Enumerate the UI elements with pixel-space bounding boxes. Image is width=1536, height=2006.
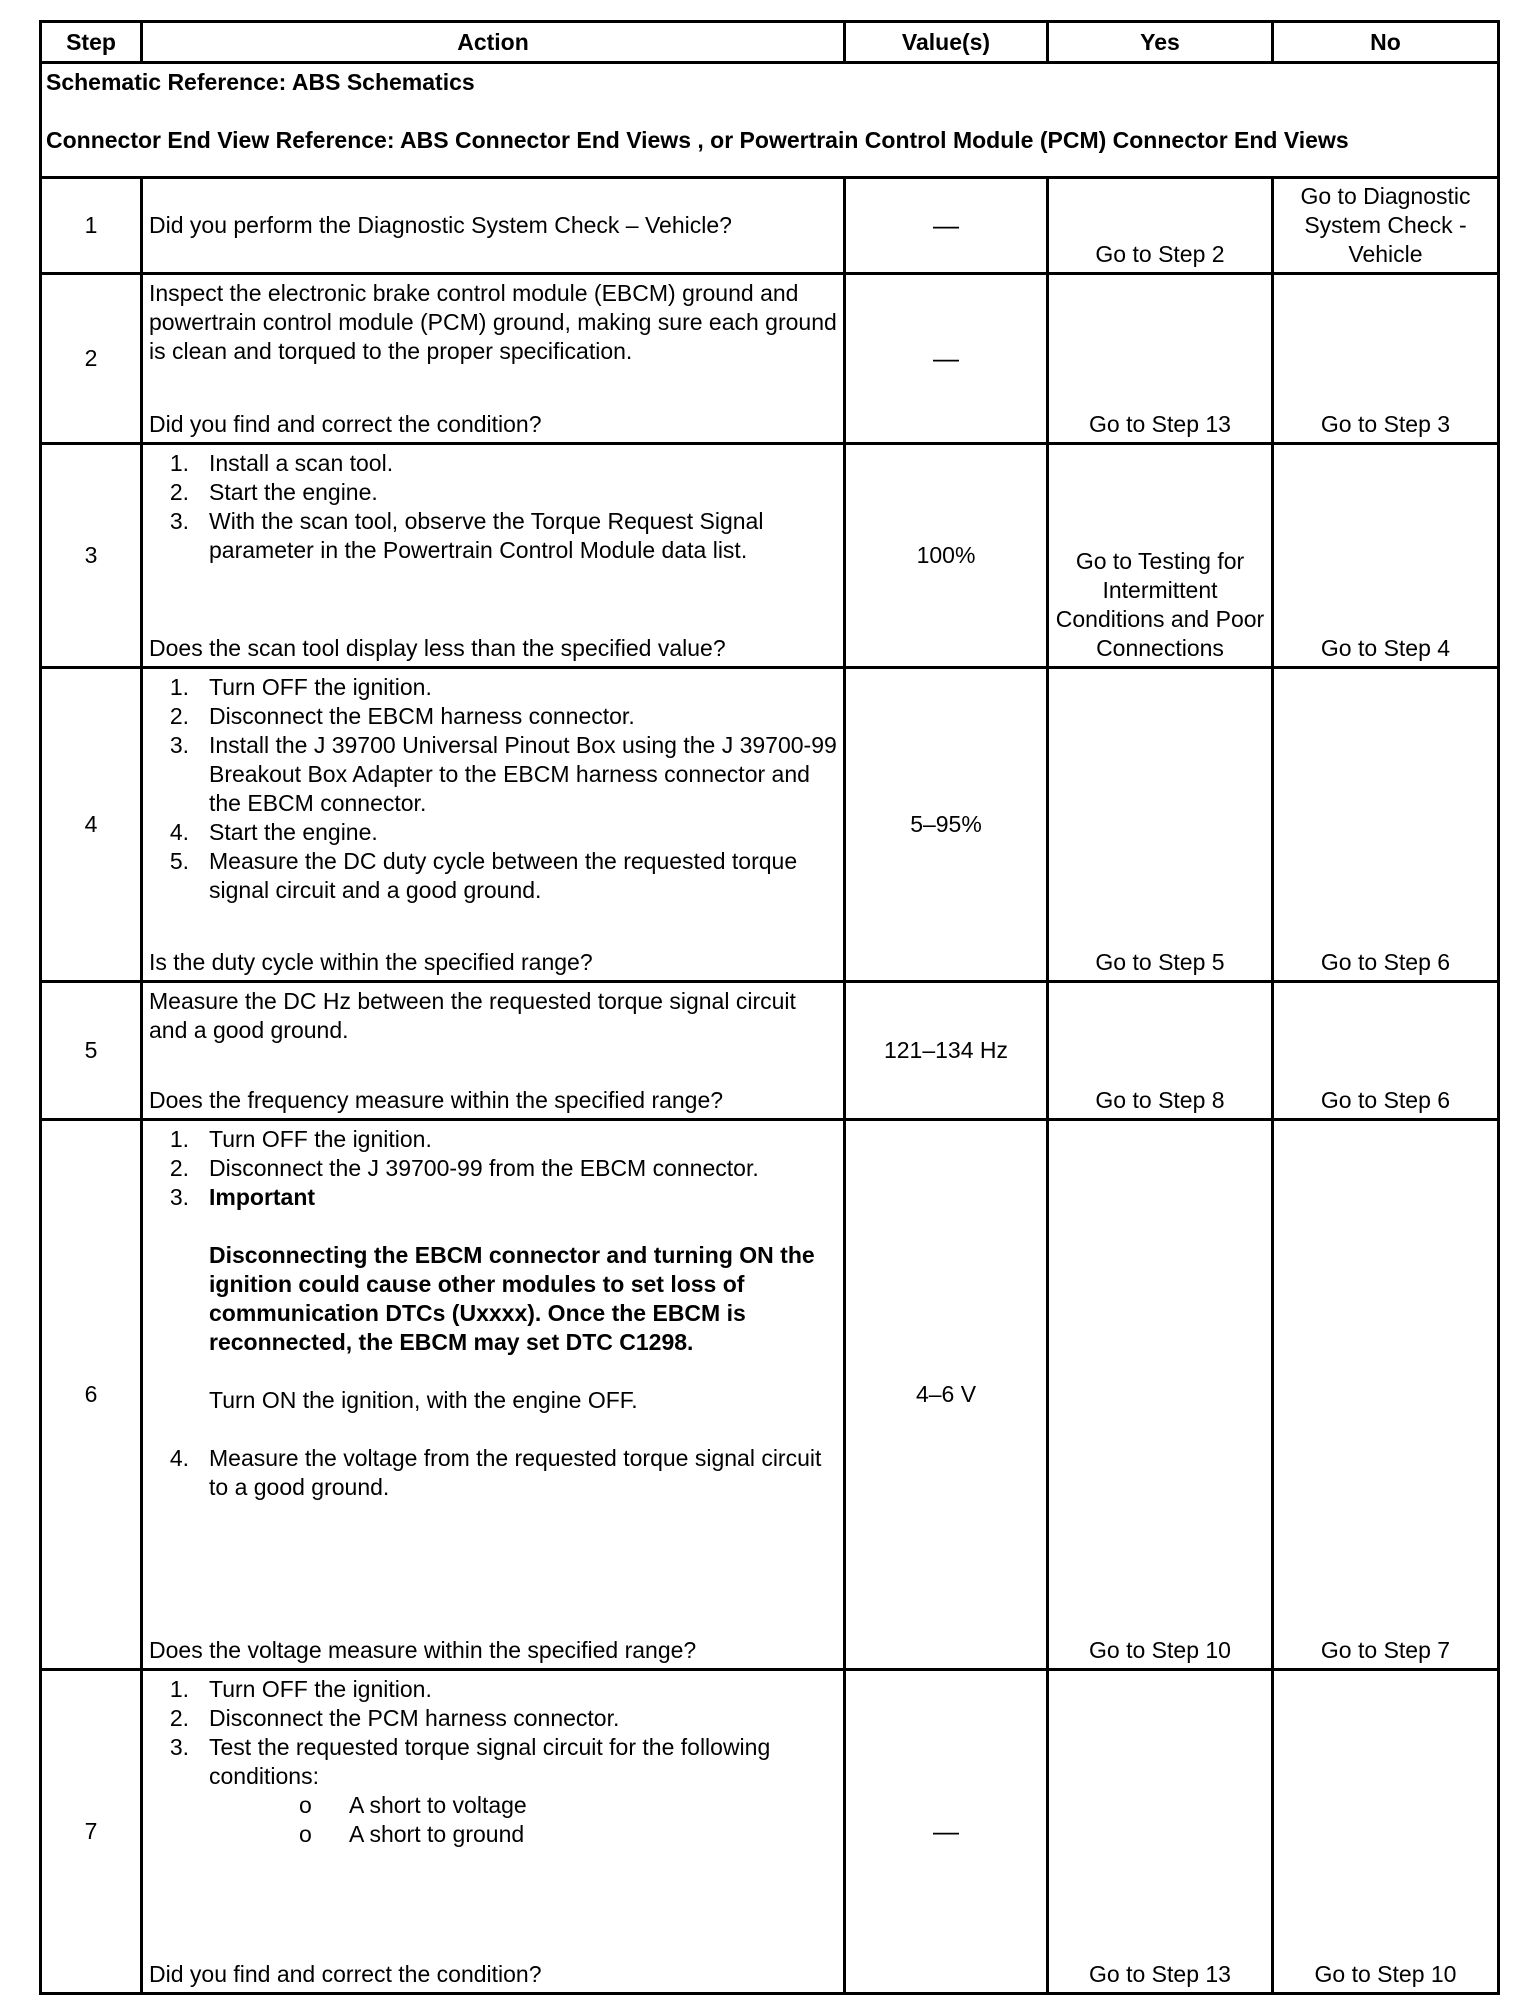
diagnostic-table (39, 20, 1500, 1995)
value-cell: 121–134 Hz (845, 982, 1048, 1120)
sub-list-item: o A short to voltage (299, 1791, 527, 1818)
important-label: Important (209, 1183, 316, 1210)
table-row (41, 982, 1499, 1120)
yes-cell: Go to Step 5 (1048, 668, 1273, 982)
list-item: 1. Turn OFF the ignition. (169, 1125, 432, 1152)
list-item: 4. Measure the voltage from the requested torque signal circuit to a good ground. (169, 1444, 822, 1500)
no-cell: Go to Diagnostic System Check - Vehicle (1273, 178, 1499, 274)
action-cell (142, 1120, 845, 1670)
action-text: Inspect the electronic brake control module (EBCM) ground and powertrain control module (PCM) ground, making sure each ground is clean and torqued to the proper specification. (149, 279, 837, 364)
step-number: 4 (41, 668, 142, 982)
no-cell: Go to Step 7 (1273, 1120, 1499, 1670)
yes-cell: Go to Step 13 (1048, 1670, 1273, 1994)
header-no: No (1273, 22, 1499, 63)
list-item: 5. Measure the DC duty cycle between the requested torque signal circuit and a good ground. (169, 847, 798, 903)
table-row (41, 274, 1499, 444)
yes-cell: Go to Step 2 (1048, 178, 1273, 274)
table-row (41, 178, 1499, 274)
action-question: Did you find and correct the condition? (149, 410, 542, 437)
value-cell: — (845, 274, 1048, 444)
list-item: 2. Disconnect the EBCM harness connector. (169, 702, 635, 729)
value-cell: — (845, 178, 1048, 274)
list-item: 2. Disconnect the J 39700-99 from the EBCM connector. (169, 1154, 759, 1181)
action-question: Is the duty cycle within the specified range? (149, 948, 593, 975)
connector-reference: Connector End View Reference: ABS Connector End Views , or Powertrain Control Module (PCM) Connector End Views (46, 127, 1349, 153)
list-item: 2. Disconnect the PCM harness connector. (169, 1704, 620, 1731)
list-item: 1. Install a scan tool. (169, 449, 394, 476)
list-item: 3. Important Disconnecting the EBCM connector and turning ON the ignition could cause other modules to set loss of communication DTCs (Uxxxx). Once the EBCM is reconnected, the EBCM may set DTC C1298. Turn ON the ignition, with the engine OFF. (149, 1183, 837, 1444)
step-number: 2 (41, 274, 142, 444)
schematic-reference: Schematic Reference: ABS Schematics (46, 69, 475, 95)
action-steps (149, 673, 837, 905)
list-item: 1. Turn OFF the ignition. (169, 1675, 432, 1702)
important-note: Disconnecting the EBCM connector and turning ON the ignition could cause other modules to set loss of communication DTCs (Uxxxx). Once the EBCM is reconnected, the EBCM may set DTC C1298. (209, 1241, 815, 1355)
list-item: 4. Start the engine. (169, 818, 378, 845)
list-item: 3. With the scan tool, observe the Torque Request Signal parameter in the Powertrain Control Module data list. (169, 507, 764, 563)
no-cell: Go to Step 10 (1273, 1670, 1499, 1994)
action-question: Does the voltage measure within the specified range? (149, 1636, 697, 1663)
header-yes: Yes (1048, 22, 1273, 63)
table-row (41, 1670, 1499, 1994)
value-cell: 4–6 V (845, 1120, 1048, 1670)
list-item: 2. Start the engine. (169, 478, 378, 505)
no-cell: Go to Step 4 (1273, 444, 1499, 668)
no-cell: Go to Step 3 (1273, 274, 1499, 444)
header-step: Step (41, 22, 142, 63)
step-number: 7 (41, 1670, 142, 1994)
turn-on-instruction: Turn ON the ignition, with the engine OFF. (209, 1386, 638, 1413)
action-question: Did you perform the Diagnostic System Check – Vehicle? (149, 212, 732, 238)
value-cell: 100% (845, 444, 1048, 668)
step-number: 6 (41, 1120, 142, 1670)
action-cell (142, 444, 845, 668)
header-action: Action (142, 22, 845, 63)
action-steps (149, 1675, 837, 1791)
action-cell (142, 668, 845, 982)
action-cell (142, 274, 845, 444)
sub-list-item: o A short to ground (299, 1820, 525, 1847)
list-item: 3. Install the J 39700 Universal Pinout Box using the J 39700-99 Breakout Box Adapter to the EBCM harness connector and the EBCM connector. (169, 731, 837, 816)
action-question: Does the frequency measure within the specified range? (149, 1086, 724, 1113)
table-row (41, 668, 1499, 982)
action-text: Measure the DC Hz between the requested torque signal circuit and a good ground. (149, 987, 796, 1043)
reference-row (41, 63, 1499, 178)
step-number: 3 (41, 444, 142, 668)
action-question: Did you find and correct the condition? (149, 1960, 542, 1987)
table-row (41, 444, 1499, 668)
value-cell: 5–95% (845, 668, 1048, 982)
no-cell: Go to Step 6 (1273, 668, 1499, 982)
step-number: 5 (41, 982, 142, 1120)
yes-cell: Go to Step 8 (1048, 982, 1273, 1120)
table-row (41, 1120, 1499, 1670)
step-number: 1 (41, 178, 142, 274)
action-cell (142, 982, 845, 1120)
header-values: Value(s) (845, 22, 1048, 63)
action-cell (142, 178, 845, 274)
no-cell: Go to Step 6 (1273, 982, 1499, 1120)
yes-cell: Go to Step 13 (1048, 274, 1273, 444)
action-steps (149, 449, 837, 565)
list-item: 3. Test the requested torque signal circuit for the following conditions: (169, 1733, 771, 1789)
yes-cell: Go to Step 10 (1048, 1120, 1273, 1670)
header-row (41, 22, 1499, 63)
yes-cell: Go to Testing for Intermittent Conditions and Poor Connections (1048, 444, 1273, 668)
action-steps (149, 1125, 837, 1502)
list-item: 1. Turn OFF the ignition. (169, 673, 432, 700)
value-cell: — (845, 1670, 1048, 1994)
action-question: Does the scan tool display less than the specified value? (149, 634, 726, 661)
action-cell (142, 1670, 845, 1994)
